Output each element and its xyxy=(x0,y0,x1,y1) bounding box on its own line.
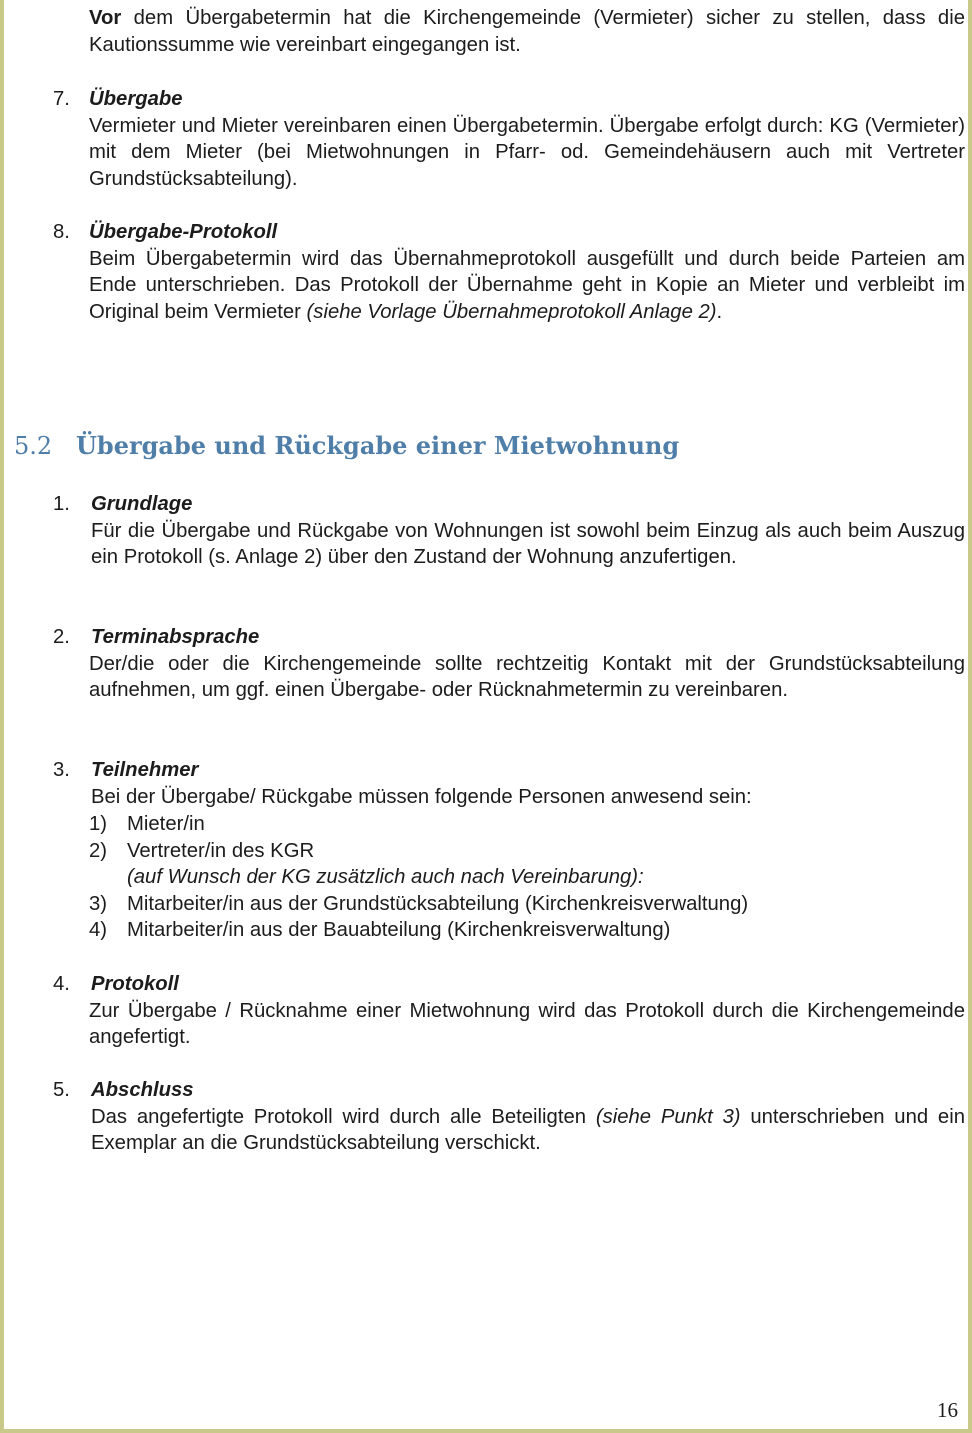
item-4 xyxy=(89,971,965,1051)
item-5 xyxy=(91,1077,965,1157)
subitem-4-number: 4) xyxy=(89,919,108,941)
item-3-body: Bei der Übergabe/ Rückgabe müssen folgende Personen anwesend sein: xyxy=(91,785,752,808)
item-2-heading: Terminabsprache xyxy=(91,626,260,648)
item-7-heading: Übergabe xyxy=(89,88,183,110)
item-3-heading: Teilnehmer xyxy=(91,759,199,781)
subitem-3-number: 3) xyxy=(89,893,108,915)
item-2-number: 2. xyxy=(53,626,70,648)
item-5-body-text: Das angefertigte Protokoll wird durch alle Beteiligten xyxy=(91,1105,596,1128)
item-8-heading: Übergabe-Protokoll xyxy=(89,221,278,243)
section-number: 5.2 xyxy=(14,432,53,460)
intro-bold-word: Vor xyxy=(89,7,122,29)
item-5-body-reference: (siehe Punkt 3) xyxy=(595,1105,741,1128)
subitem-2-number: 2) xyxy=(89,840,108,862)
item-1 xyxy=(91,491,965,571)
section-heading xyxy=(14,431,679,460)
item-7-body: Vermieter und Mieter vereinbaren einen Übergabetermin. Übergabe erfolgt durch: KG (Vermieter) mit dem Mieter (bei Mietwohnungen in Pfarr- od. Gemeindehäusern auch mit Vertreter Grundstücksabteilung). xyxy=(89,114,965,190)
item-3 xyxy=(91,757,967,810)
item-4-heading: Protokoll xyxy=(91,973,179,995)
item-5-body-end: unterschrieben und ein Exemplar an die Grundstücksabteilung verschickt. xyxy=(91,1105,965,1155)
section-title: Übergabe und Rückgabe einer Mietwohnung xyxy=(76,431,680,460)
subitem-note: (auf Wunsch der KG zusätzlich auch nach Vereinbarung): xyxy=(127,866,644,888)
item-3-number: 3. xyxy=(53,759,70,781)
intro-paragraph xyxy=(89,5,965,58)
item-4-number: 4. xyxy=(53,973,70,995)
subitem-1-text: Mieter/in xyxy=(127,813,205,835)
item-8-number: 8. xyxy=(53,221,70,243)
item-8-body-reference: (siehe Vorlage Übernahmeprotokoll Anlage 2) xyxy=(306,300,717,323)
item-5-body xyxy=(91,1104,965,1157)
subitem-1-number: 1) xyxy=(89,813,108,835)
item-1-heading: Grundlage xyxy=(91,493,193,515)
subitem-4-text: Mitarbeiter/in aus der Bauabteilung (Kirchenkreisverwaltung) xyxy=(127,919,671,941)
item-8 xyxy=(89,219,965,325)
item-7-number: 7. xyxy=(53,88,70,110)
item-1-number: 1. xyxy=(53,493,70,515)
page-number: 16 xyxy=(937,1398,958,1422)
item-2-body: Der/die oder die Kirchengemeinde sollte rechtzeitig Kontakt mit der Grundstücksabteilung aufnehmen, um ggf. einen Übergabe- oder Rücknahmetermin zu vereinbaren. xyxy=(89,652,965,702)
item-4-body: Zur Übergabe / Rücknahme einer Mietwohnung wird das Protokoll durch die Kirchengemeinde angefertigt. xyxy=(89,999,965,1049)
item-8-body-text: Beim Übergabetermin wird das Übernahmeprotokoll ausgefüllt und durch beide Parteien am Ende unterschrieben. Das Protokoll der Übernahme geht in Kopie an Mieter und verbleibt im Original beim Vermieter xyxy=(89,247,965,323)
item-8-body-end: . xyxy=(716,300,723,323)
item-2 xyxy=(89,624,965,704)
item-5-heading: Abschluss xyxy=(91,1079,194,1101)
intro-text: dem Übergabetermin hat die Kirchengemeinde (Vermieter) sicher zu stellen, dass die Kautionssumme wie vereinbart eingegangen ist. xyxy=(89,7,965,56)
subitem-2-text: Vertreter/in des KGR xyxy=(127,840,315,862)
item-7 xyxy=(89,86,965,192)
item-5-number: 5. xyxy=(53,1079,70,1101)
subitem-3-text: Mitarbeiter/in aus der Grundstücksabteilung (Kirchenkreisverwaltung) xyxy=(127,893,749,915)
item-8-body xyxy=(89,246,965,326)
item-1-body: Für die Übergabe und Rückgabe von Wohnungen ist sowohl beim Einzug als auch beim Auszug ein Protokoll (s. Anlage 2) über den Zustand der Wohnung anzufertigen. xyxy=(91,519,965,569)
